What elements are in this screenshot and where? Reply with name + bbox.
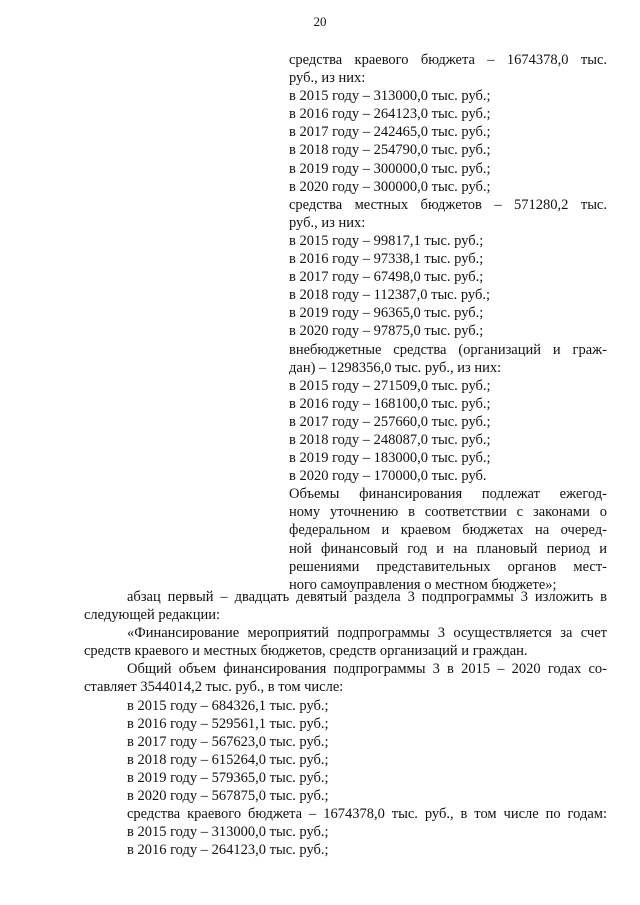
right-column-line: средства местных бюджетов – 571280,2 тыс. [289,196,607,213]
right-column-line: в 2018 году – 254790,0 тыс. руб.; [289,142,491,159]
amendment-text [84,588,607,859]
financing-volumes-column [289,51,607,594]
body-line: «Финансирование мероприятий подпрограммы 3 осуществляется за счет [127,625,607,642]
right-column-line: в 2019 году – 96365,0 тыс. руб.; [289,305,484,322]
right-column-line: решениями представительных органов мест- [289,558,607,575]
right-column-line: в 2019 году – 300000,0 тыс. руб.; [289,160,491,177]
right-column-line: ного самоуправления о местном бюджете»; [289,576,557,593]
body-line: в 2018 году – 615264,0 тыс. руб.; [127,751,329,768]
right-column-line: руб., из них: [289,70,366,87]
body-line: в 2015 году – 313000,0 тыс. руб.; [127,824,329,841]
right-column-line: в 2018 году – 248087,0 тыс. руб.; [289,431,491,448]
body-line: ставляет 3544014,2 тыс. руб., в том числе: [84,679,344,696]
body-line: в 2020 году – 567875,0 тыс. руб.; [127,788,329,805]
body-line: в 2019 году – 579365,0 тыс. руб.; [127,769,329,786]
right-column-line: в 2016 году – 97338,1 тыс. руб.; [289,251,484,268]
right-column-line: в 2015 году – 271509,0 тыс. руб.; [289,377,491,394]
body-line: средств краевого и местных бюджетов, средств организаций и граждан. [84,643,528,660]
body-line: в 2017 году – 567623,0 тыс. руб.; [127,733,329,750]
right-column-line: в 2015 году – 99817,1 тыс. руб.; [289,232,484,249]
right-column-line: федеральном и краевом бюджетах на очеред- [289,522,607,539]
right-column-line: в 2016 году – 264123,0 тыс. руб.; [289,106,491,123]
right-column-line: в 2018 году – 112387,0 тыс. руб.; [289,287,491,304]
body-line: средства краевого бюджета – 1674378,0 тыс. руб., в том числе по годам: [127,806,607,823]
right-column-line: средства краевого бюджета – 1674378,0 тыс. [289,52,607,68]
right-column-line: в 2015 году – 313000,0 тыс. руб.; [289,88,491,105]
body-line: в 2015 году – 684326,1 тыс. руб.; [127,697,329,714]
right-column-line: Объемы финансирования подлежат ежегод- [289,486,607,503]
right-column-line: в 2020 году – 97875,0 тыс. руб.; [289,323,484,340]
body-line: в 2016 году – 264123,0 тыс. руб.; [127,842,329,859]
body-line: в 2016 году – 529561,1 тыс. руб.; [127,715,329,732]
right-column-line: в 2019 году – 183000,0 тыс. руб.; [289,450,491,467]
page-number: 20 [313,14,327,29]
right-column-line: дан) – 1298356,0 тыс. руб., из них: [289,359,502,376]
right-column-line: в 2017 году – 242465,0 тыс. руб.; [289,124,491,141]
right-column-line: в 2020 году – 170000,0 тыс. руб. [289,468,487,485]
right-column-line: руб., из них: [289,214,366,231]
right-column-line: ному уточнению в соответствии с законами о [289,504,607,521]
body-line: абзац первый – двадцать девятый раздела 3 подпрограммы 3 изложить в [127,589,607,605]
right-column-line: в 2016 году – 168100,0 тыс. руб.; [289,395,491,412]
right-column-line: в 2017 году – 67498,0 тыс. руб.; [289,269,484,286]
right-column-line: внебюджетные средства (организаций и граж- [289,341,607,358]
right-column-line: в 2017 году – 257660,0 тыс. руб.; [289,413,491,430]
body-line: следующей редакции: [84,607,221,624]
body-line: Общий объем финансирования подпрограммы 3 в 2015 – 2020 годах со- [127,661,607,678]
right-column-line: в 2020 году – 300000,0 тыс. руб.; [289,178,491,195]
right-column-line: ной финансовый год и на плановый период и [289,540,607,557]
